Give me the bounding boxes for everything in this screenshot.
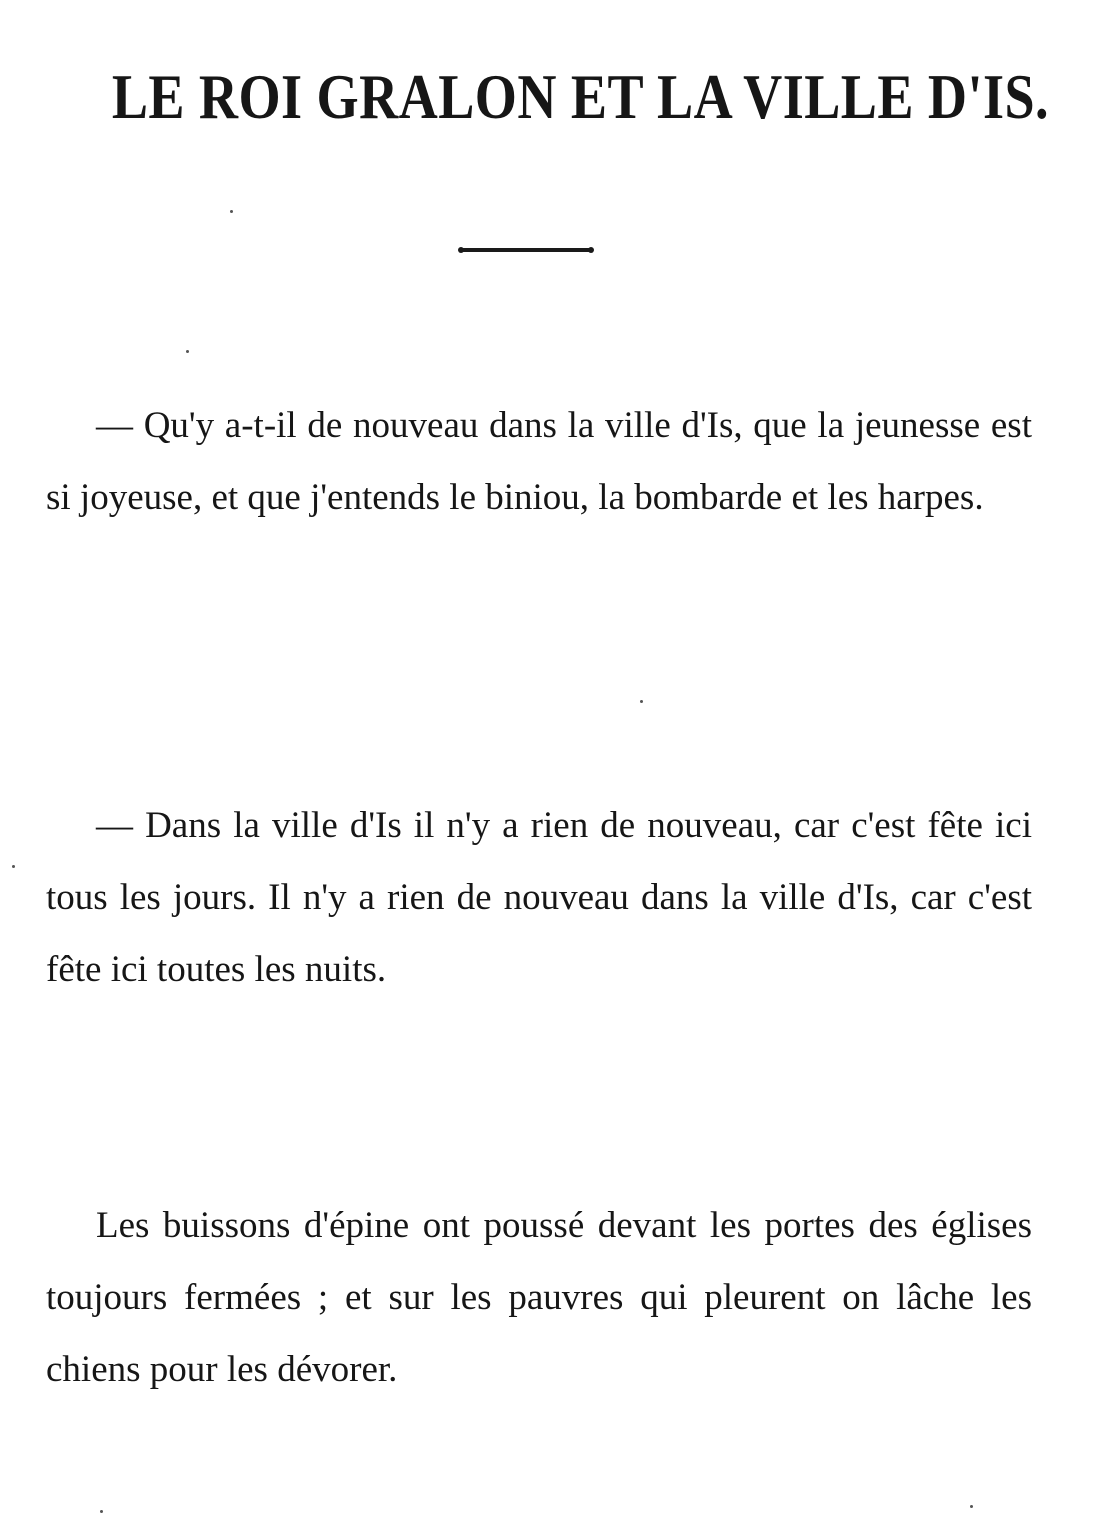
page-title: LE ROI GRALON ET LA VILLE D'IS. <box>111 62 1050 132</box>
print-speck <box>230 210 233 213</box>
print-speck <box>970 1505 973 1508</box>
print-speck <box>12 865 15 868</box>
paragraph-1: — Qu'y a-t-il de nouveau dans la ville d'Is, que la jeunesse est si joyeuse, et que j'entends le biniou, la bombarde et les harpes. <box>46 405 1032 518</box>
print-speck <box>640 700 643 703</box>
title-separator-rule <box>460 248 592 252</box>
paragraph-3: Les buissons d'épine ont poussé devant les portes des églises toujours fermées ; et sur les pauvres qui pleurent on lâche les chiens pour les dévorer. <box>46 1205 1032 1390</box>
paragraph-2: — Dans la ville d'Is il n'y a rien de nouveau, car c'est fête ici tous les jours. Il n'y a rien de nouveau dans la ville d'Is, car c'est fête ici toutes les nuits. <box>46 805 1032 990</box>
print-speck <box>186 350 189 353</box>
print-speck <box>100 1510 103 1513</box>
